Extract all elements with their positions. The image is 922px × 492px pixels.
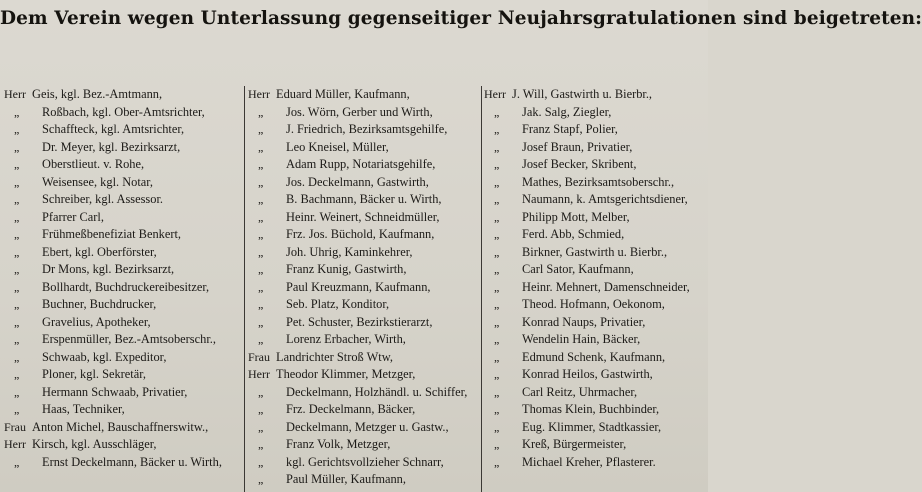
member-entry — [4, 296, 242, 314]
member-name: Deckelmann, Metzger u. Gastw., — [286, 419, 449, 434]
member-title: „ — [494, 332, 500, 346]
member-entry — [248, 349, 480, 367]
member-entry — [4, 174, 242, 192]
member-name: Josef Becker, Skribent, — [522, 157, 637, 171]
member-entry — [248, 401, 480, 419]
member-name: Kirsch, kgl. Ausschläger, — [32, 437, 157, 451]
member-entry — [484, 209, 706, 227]
member-name: J. Friedrich, Bezirksamtsgehilfe, — [286, 122, 448, 136]
member-entry — [484, 226, 706, 244]
member-title: „ — [258, 209, 264, 224]
member-name: Naumann, k. Amtsgerichtsdiener, — [522, 192, 688, 206]
member-name: Jos. Wörn, Gerber und Wirth, — [286, 104, 433, 119]
member-name: Paul Müller, Kaufmann, — [286, 472, 406, 486]
member-entry — [484, 191, 706, 209]
member-title: „ — [14, 384, 20, 399]
member-title: „ — [14, 227, 20, 241]
member-name: Mathes, Bezirksamtsoberschr., — [522, 174, 675, 189]
member-entry — [248, 104, 480, 122]
member-name: Landrichter Stroß Wtw, — [276, 349, 393, 364]
member-title: „ — [14, 314, 20, 329]
member-title: „ — [14, 104, 20, 119]
member-name: Edmund Schenk, Kaufmann, — [522, 349, 666, 364]
member-title: „ — [14, 174, 20, 189]
member-entry — [484, 244, 706, 262]
member-title: „ — [14, 367, 20, 381]
member-title: „ — [14, 209, 20, 224]
member-name: Eduard Müller, Kaufmann, — [276, 87, 410, 101]
member-name: Deckelmann, Holzhändl. u. Schiffer, — [286, 384, 468, 399]
member-title: „ — [14, 139, 20, 154]
member-entry — [4, 86, 242, 104]
member-title: Herr — [248, 87, 270, 101]
member-name: Anton Michel, Bauschaffnerswitw., — [32, 419, 209, 434]
member-entry — [4, 104, 242, 122]
member-title: „ — [258, 192, 264, 206]
member-name: Jak. Salg, Ziegler, — [522, 104, 612, 119]
member-name: Seb. Platz, Konditor, — [286, 297, 390, 311]
member-entry — [4, 156, 242, 174]
member-entry — [248, 244, 480, 262]
member-name: Frühmeßbenefiziat Benkert, — [42, 227, 182, 241]
member-title: Herr — [4, 437, 26, 451]
member-entry — [4, 226, 242, 244]
member-name: Ferd. Abb, Schmied, — [522, 227, 625, 241]
member-name: Michael Kreher, Pflasterer. — [522, 454, 656, 469]
member-column-2 — [248, 86, 480, 489]
member-name: Geis, kgl. Bez.-Amtmann, — [32, 87, 163, 101]
member-title: „ — [494, 192, 500, 206]
member-entry — [4, 401, 242, 419]
member-entry — [248, 436, 480, 454]
member-name: Lorenz Erbacher, Wirth, — [286, 332, 406, 346]
member-name: Oberstlieut. v. Rohe, — [42, 157, 145, 171]
member-title: „ — [258, 262, 264, 276]
member-title: „ — [258, 472, 264, 486]
member-name: Pfarrer Carl, — [42, 209, 104, 224]
member-title: „ — [258, 384, 264, 399]
member-name: Frz. Deckelmann, Bäcker, — [286, 402, 416, 416]
member-title: „ — [258, 227, 264, 241]
member-title: „ — [494, 227, 500, 241]
member-entry — [248, 139, 480, 157]
member-title: „ — [494, 367, 500, 381]
member-name: Haas, Techniker, — [42, 402, 125, 416]
list-heading: Dem Verein wegen Unterlassung gegenseitiger Neujahrsgratulationen sind beigetreten: — [0, 8, 922, 29]
member-name: Theodor Klimmer, Metzger, — [276, 367, 416, 381]
member-title: „ — [14, 279, 20, 294]
member-entry — [248, 331, 480, 349]
member-title: „ — [494, 454, 500, 469]
member-title: „ — [14, 157, 20, 171]
member-entry — [4, 314, 242, 332]
member-name: Bollhardt, Buchdruckereibesitzer, — [42, 279, 210, 294]
column-divider — [481, 86, 482, 492]
member-title: „ — [14, 402, 20, 416]
member-title: „ — [14, 244, 20, 259]
member-title: „ — [258, 104, 264, 119]
member-name: Pet. Schuster, Bezirkstierarzt, — [286, 314, 433, 329]
member-entry — [4, 139, 242, 157]
member-name: Josef Braun, Privatier, — [522, 139, 633, 154]
member-name: Weisensee, kgl. Notar, — [42, 174, 154, 189]
member-entry — [4, 121, 242, 139]
member-entry — [4, 279, 242, 297]
member-entry — [4, 419, 242, 437]
member-title: „ — [258, 279, 264, 294]
column-divider — [244, 86, 245, 492]
member-name: Philipp Mott, Melber, — [522, 209, 630, 224]
member-name: Heinr. Mehnert, Damenschneider, — [522, 279, 690, 294]
member-entry — [248, 366, 480, 384]
member-title: „ — [258, 139, 264, 154]
member-title: „ — [494, 104, 500, 119]
member-entry — [248, 419, 480, 437]
member-title: „ — [258, 314, 264, 329]
member-entry — [4, 244, 242, 262]
member-entry — [484, 139, 706, 157]
member-entry — [484, 261, 706, 279]
member-title: „ — [258, 454, 264, 469]
member-name: Franz Kunig, Gastwirth, — [286, 262, 407, 276]
member-entry — [248, 384, 480, 402]
member-entry — [484, 419, 706, 437]
member-name: Birkner, Gastwirth u. Bierbr., — [522, 244, 668, 259]
member-title: „ — [494, 279, 500, 294]
member-name: Adam Rupp, Notariatsgehilfe, — [286, 157, 436, 171]
member-entry — [4, 366, 242, 384]
member-name: Joh. Uhrig, Kaminkehrer, — [286, 244, 413, 259]
member-name: Carl Reitz, Uhrmacher, — [522, 384, 638, 399]
member-entry — [484, 349, 706, 367]
member-title: „ — [258, 157, 264, 171]
member-title: „ — [494, 139, 500, 154]
member-title: „ — [14, 297, 20, 311]
member-entry — [484, 279, 706, 297]
member-title: „ — [494, 384, 500, 399]
member-entry — [4, 454, 242, 472]
member-title: „ — [14, 454, 20, 469]
member-entry — [248, 174, 480, 192]
member-name: Gravelius, Apotheker, — [42, 314, 151, 329]
member-title: „ — [258, 122, 264, 136]
member-name: Kreß, Bürgermeister, — [522, 437, 627, 451]
member-entry — [4, 191, 242, 209]
member-title: „ — [494, 157, 500, 171]
member-entry — [484, 104, 706, 122]
member-name: Hermann Schwaab, Privatier, — [42, 384, 188, 399]
member-entry — [484, 174, 706, 192]
member-entry — [484, 401, 706, 419]
member-name: Ernst Deckelmann, Bäcker u. Wirth, — [42, 454, 222, 469]
member-title: „ — [494, 402, 500, 416]
member-name: Carl Sator, Kaufmann, — [522, 262, 634, 276]
member-entry — [4, 331, 242, 349]
member-name: Theod. Hofmann, Oekonom, — [522, 297, 665, 311]
member-name: Paul Kreuzmann, Kaufmann, — [286, 279, 431, 294]
member-title: Herr — [248, 367, 270, 381]
member-name: Heinr. Weinert, Schneidmüller, — [286, 209, 440, 224]
member-name: Erspenmüller, Bez.-Amtsoberschr., — [42, 332, 216, 346]
member-entry — [484, 314, 706, 332]
member-name: Konrad Naups, Privatier, — [522, 314, 646, 329]
member-name: Ebert, kgl. Oberförster, — [42, 244, 157, 259]
member-title: „ — [14, 349, 20, 364]
member-entry — [484, 384, 706, 402]
member-entry — [484, 436, 706, 454]
member-title: „ — [258, 402, 264, 416]
member-title: „ — [494, 349, 500, 364]
member-name: Dr. Meyer, kgl. Bezirksarzt, — [42, 139, 181, 154]
member-title: „ — [14, 332, 20, 346]
member-name: B. Bachmann, Bäcker u. Wirth, — [286, 192, 442, 206]
member-title: Frau — [4, 419, 26, 434]
member-title: „ — [494, 297, 500, 311]
member-title: „ — [494, 209, 500, 224]
member-entry — [484, 296, 706, 314]
member-title: „ — [494, 262, 500, 276]
member-name: Buchner, Buchdrucker, — [42, 297, 157, 311]
member-title: „ — [258, 174, 264, 189]
member-entry — [248, 261, 480, 279]
member-name: Schwaab, kgl. Expeditor, — [42, 349, 167, 364]
member-name: Ploner, kgl. Sekretär, — [42, 367, 146, 381]
member-entry — [248, 226, 480, 244]
member-name: J. Will, Gastwirth u. Bierbr., — [512, 87, 653, 101]
member-title: „ — [14, 192, 20, 206]
member-entry — [248, 209, 480, 227]
member-entry — [248, 156, 480, 174]
member-entry — [248, 279, 480, 297]
member-entry — [484, 454, 706, 472]
member-title: „ — [494, 174, 500, 189]
member-name: Roßbach, kgl. Ober-Amtsrichter, — [42, 104, 205, 119]
member-title: „ — [494, 122, 500, 136]
member-entry — [248, 454, 480, 472]
member-name: Leo Kneisel, Müller, — [286, 139, 389, 154]
member-name: kgl. Gerichtsvollzieher Schnarr, — [286, 454, 444, 469]
member-name: Schaffteck, kgl. Amtsrichter, — [42, 122, 185, 136]
member-title: „ — [258, 332, 264, 346]
member-title: „ — [258, 297, 264, 311]
member-name: Eug. Klimmer, Stadtkassier, — [522, 419, 662, 434]
member-column-3 — [484, 86, 706, 471]
member-title: „ — [14, 262, 20, 276]
member-title: „ — [258, 437, 264, 451]
member-title: „ — [258, 244, 264, 259]
member-entry — [248, 191, 480, 209]
member-name: Jos. Deckelmann, Gastwirth, — [286, 174, 429, 189]
member-name: Thomas Klein, Buchbinder, — [522, 402, 660, 416]
member-name: Franz Volk, Metzger, — [286, 437, 391, 451]
member-title: „ — [494, 314, 500, 329]
member-entry — [484, 86, 706, 104]
member-entry — [4, 209, 242, 227]
member-title: „ — [494, 244, 500, 259]
member-name: Wendelin Hain, Bäcker, — [522, 332, 641, 346]
member-entry — [248, 121, 480, 139]
member-entry — [248, 314, 480, 332]
member-name: Schreiber, kgl. Assessor. — [42, 192, 163, 206]
member-title: „ — [494, 419, 500, 434]
member-name: Frz. Jos. Büchold, Kaufmann, — [286, 227, 435, 241]
member-title: Frau — [248, 349, 270, 364]
member-entry — [248, 471, 480, 489]
member-entry — [484, 156, 706, 174]
member-entry — [484, 331, 706, 349]
member-name: Franz Stapf, Polier, — [522, 122, 618, 136]
member-entry — [4, 384, 242, 402]
member-entry — [4, 349, 242, 367]
member-title: Herr — [4, 87, 26, 101]
member-entry — [248, 86, 480, 104]
member-name: Dr Mons, kgl. Bezirksarzt, — [42, 262, 175, 276]
member-entry — [4, 436, 242, 454]
member-name: Konrad Heilos, Gastwirth, — [522, 367, 653, 381]
member-title: Herr — [484, 87, 506, 101]
member-entry — [484, 366, 706, 384]
member-title: „ — [14, 122, 20, 136]
member-title: „ — [258, 419, 264, 434]
member-entry — [4, 261, 242, 279]
member-entry — [248, 296, 480, 314]
member-title: „ — [494, 437, 500, 451]
member-entry — [484, 121, 706, 139]
member-column-1 — [4, 86, 242, 471]
